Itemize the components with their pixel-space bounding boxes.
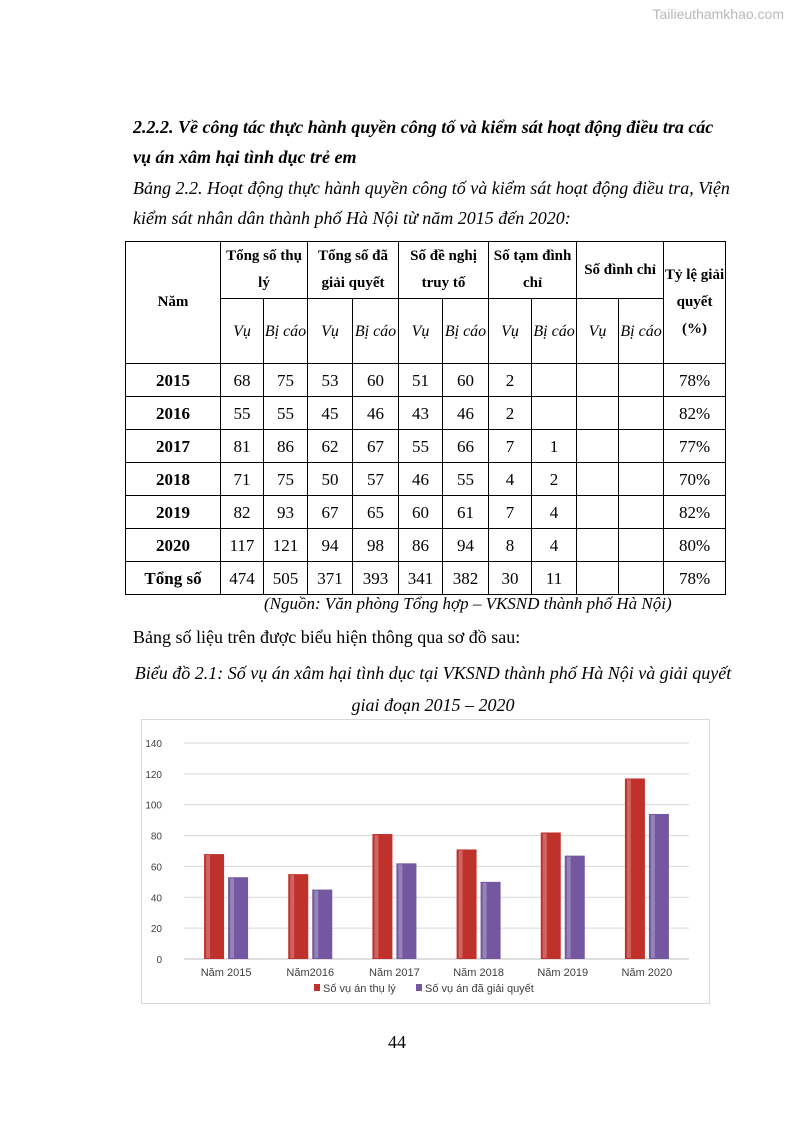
table-cell: 55 <box>221 397 264 430</box>
x-tick-label: Năm2016 <box>286 967 335 979</box>
row-rate: 70% <box>664 463 726 496</box>
y-tick-label: 20 <box>150 924 162 936</box>
legend-swatch <box>416 984 422 991</box>
subheader-defendants: Bị cáo <box>532 299 577 364</box>
table-cell: 67 <box>353 430 399 463</box>
row-year: Tổng số <box>126 562 221 595</box>
table-cell: 121 <box>264 529 308 562</box>
subheader-cases: Vụ <box>577 299 619 364</box>
table-cell: 62 <box>308 430 353 463</box>
row-year: 2020 <box>126 529 221 562</box>
table-cell: 4 <box>532 496 577 529</box>
table-cell: 474 <box>221 562 264 595</box>
bar-highlight <box>543 833 547 958</box>
table-cell: 505 <box>264 562 308 595</box>
row-rate: 82% <box>664 397 726 430</box>
row-rate: 82% <box>664 496 726 529</box>
table-row <box>126 430 726 463</box>
table-cell: 2 <box>489 364 532 397</box>
bar-highlight <box>627 779 631 958</box>
bar-highlight <box>483 883 487 958</box>
table-cell: 60 <box>353 364 399 397</box>
table-source: (Nguồn: Văn phòng Tổng hợp – VKSND thành phố Hà Nội) <box>264 594 672 613</box>
table-cell: 94 <box>308 529 353 562</box>
table-cell <box>619 364 664 397</box>
table-cell: 55 <box>399 430 443 463</box>
table-cell: 46 <box>443 397 489 430</box>
bar-highlight <box>567 857 571 958</box>
table-caption: Bảng 2.2. Hoạt động thực hành quyền công tố và kiểm sát hoạt động điều tra, Viện kiểm sát nhân dân thành phố Hà Nội từ năm 2015 đến 2020: <box>133 178 730 228</box>
table-cell <box>577 496 619 529</box>
table-cell <box>577 430 619 463</box>
table-cell: 55 <box>264 397 308 430</box>
y-tick-label: 120 <box>145 769 162 781</box>
table-cell: 46 <box>353 397 399 430</box>
table-cell: 51 <box>399 364 443 397</box>
table-row <box>126 496 726 529</box>
table-cell: 81 <box>221 430 264 463</box>
x-tick-label: Năm 2018 <box>453 967 504 979</box>
header-rate: Tỷ lệ giải quyết (%) <box>664 242 726 364</box>
row-year: 2015 <box>126 364 221 397</box>
row-year: 2018 <box>126 463 221 496</box>
table-cell: 46 <box>399 463 443 496</box>
row-year: 2017 <box>126 430 221 463</box>
bar-highlight <box>459 850 463 958</box>
section-heading: 2.2.2. Về công tác thực hành quyền công tố và kiểm sát hoạt động điều tra các vụ án xâm hại tình dục trẻ em <box>133 117 714 167</box>
table-cell <box>619 562 664 595</box>
table-cell: 2 <box>532 463 577 496</box>
bar-highlight <box>206 855 210 958</box>
table-cell: 93 <box>264 496 308 529</box>
subheader-cases: Vụ <box>221 299 264 364</box>
table-cell: 7 <box>489 430 532 463</box>
subheader-defendants: Bị cáo <box>619 299 664 364</box>
table-cell: 86 <box>264 430 308 463</box>
x-tick-label: Năm 2017 <box>369 967 420 979</box>
subheader-defendants: Bị cáo <box>353 299 399 364</box>
table-row <box>126 562 726 595</box>
x-tick-label: Năm 2020 <box>621 967 673 979</box>
table-cell: 43 <box>399 397 443 430</box>
y-tick-label: 140 <box>145 739 162 750</box>
subheader-cases: Vụ <box>489 299 532 364</box>
row-rate: 80% <box>664 529 726 562</box>
header-group: Số đình chỉ <box>577 242 664 299</box>
table-cell: 75 <box>264 364 308 397</box>
subheader-defendants: Bị cáo <box>264 299 308 364</box>
table-cell <box>619 397 664 430</box>
table-row <box>126 364 726 397</box>
y-tick-label: 0 <box>156 955 162 966</box>
table-cell <box>577 463 619 496</box>
table-cell: 86 <box>399 529 443 562</box>
table-cell: 82 <box>221 496 264 529</box>
table-cell: 117 <box>221 529 264 562</box>
subheader-cases: Vụ <box>308 299 353 364</box>
table-cell <box>619 463 664 496</box>
table-cell <box>532 397 577 430</box>
table-cell: 1 <box>532 430 577 463</box>
bar-highlight <box>374 835 378 958</box>
table-body <box>126 364 726 595</box>
x-tick-label: Năm 2015 <box>200 967 252 979</box>
table-cell: 61 <box>443 496 489 529</box>
table-cell: 75 <box>264 463 308 496</box>
row-year: 2019 <box>126 496 221 529</box>
header-group: Số tạm đình chỉ <box>489 242 577 299</box>
table-cell: 393 <box>353 562 399 595</box>
watermark: Tailieuthamkhao.com <box>652 6 784 22</box>
table-cell <box>577 364 619 397</box>
table-cell: 94 <box>443 529 489 562</box>
bar-highlight <box>398 864 402 958</box>
table-cell: 30 <box>489 562 532 595</box>
row-year: 2016 <box>126 397 221 430</box>
table-cell: 7 <box>489 496 532 529</box>
row-rate: 78% <box>664 562 726 595</box>
table-cell: 65 <box>353 496 399 529</box>
table-cell: 371 <box>308 562 353 595</box>
table-cell: 382 <box>443 562 489 595</box>
page-number: 44 <box>388 1032 406 1052</box>
table-cell: 68 <box>221 364 264 397</box>
subheader-cases: Vụ <box>399 299 443 364</box>
chart-title: Biểu đồ 2.1: Số vụ án xâm hại tình dục tại VKSND thành phố Hà Nội và giải quyết giai đoạn 2015 – 2020 <box>134 663 732 715</box>
table-cell: 341 <box>399 562 443 595</box>
table-cell: 98 <box>353 529 399 562</box>
bar-highlight <box>290 875 294 958</box>
header-group: Tổng số đã giải quyết <box>308 242 399 299</box>
table-cell: 2 <box>489 397 532 430</box>
subheader-defendants: Bị cáo <box>443 299 489 364</box>
x-tick-label: Năm 2019 <box>537 967 589 979</box>
table-cell: 4 <box>489 463 532 496</box>
header-year: Năm <box>126 242 221 364</box>
table-cell <box>577 562 619 595</box>
table-row <box>126 529 726 562</box>
data-table <box>125 241 726 595</box>
table-cell: 45 <box>308 397 353 430</box>
table-cell: 4 <box>532 529 577 562</box>
table-cell: 57 <box>353 463 399 496</box>
table-row <box>126 463 726 496</box>
table-cell: 60 <box>399 496 443 529</box>
table-cell <box>619 496 664 529</box>
table-cell <box>532 364 577 397</box>
table-cell: 50 <box>308 463 353 496</box>
table-cell: 71 <box>221 463 264 496</box>
bar-highlight <box>651 815 655 958</box>
table-cell: 11 <box>532 562 577 595</box>
table-cell: 55 <box>443 463 489 496</box>
header-group: Số đề nghị truy tố <box>399 242 489 299</box>
y-tick-label: 100 <box>145 800 162 812</box>
bar-highlight <box>230 878 234 958</box>
legend-label: Số vụ án thụ lý <box>323 983 396 995</box>
table-row <box>126 397 726 430</box>
legend-label: Số vụ án đã giải quyết <box>425 983 534 995</box>
table-cell: 67 <box>308 496 353 529</box>
table-cell <box>619 529 664 562</box>
y-tick-label: 40 <box>150 893 162 905</box>
table-cell: 53 <box>308 364 353 397</box>
row-rate: 77% <box>664 430 726 463</box>
row-rate: 78% <box>664 364 726 397</box>
table-cell <box>577 529 619 562</box>
bar-highlight <box>314 891 318 958</box>
intro-text: Bảng số liệu trên được biểu hiện thông qua sơ đồ sau: <box>133 627 521 647</box>
y-tick-label: 60 <box>150 862 162 874</box>
header-group: Tổng số thụ lý <box>221 242 308 299</box>
chart-canvas <box>142 720 709 1003</box>
table-cell: 60 <box>443 364 489 397</box>
table-cell: 8 <box>489 529 532 562</box>
table-cell <box>619 430 664 463</box>
table-cell <box>577 397 619 430</box>
table-cell: 66 <box>443 430 489 463</box>
y-tick-label: 80 <box>150 831 162 843</box>
bar-chart <box>141 719 710 1004</box>
legend-swatch <box>314 984 320 991</box>
